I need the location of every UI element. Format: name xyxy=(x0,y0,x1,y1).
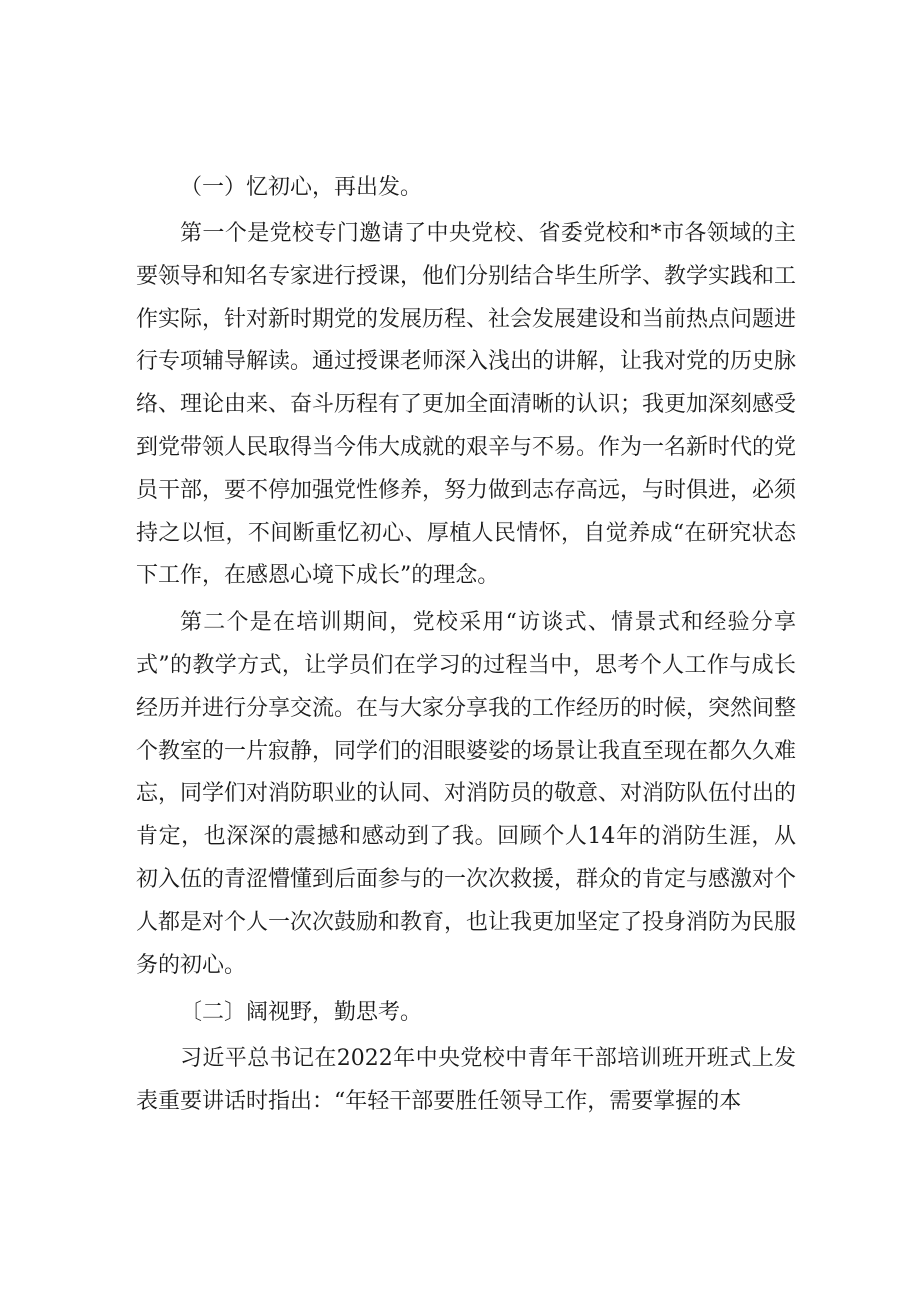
document-page xyxy=(136,166,796,1128)
paragraph-1: 第一个是党校专门邀请了中央党校、省委党校和*市各领域的主要领导和知名专家进行授课，他们分别结合毕生所学、教学实践和工作实际，针对新时期党的发展历程、社会发展建设和当前热点问题进行专项辅导解读。通过授课老师深入浅出的讲解，让我对党的历史脉络、理论由来、奋斗历程有了更加全面清晰的认识；我更加深刻感受到党带领人民取得当今伟大成就的艰辛与不易。作为一名新时代的党员干部，要不停加强党性修养，努力做到志存高远，与时俱进，必须持之以恒，不间断重忆初心、厚植人民情怀，自觉养成“在研究状态下工作，在感恩心境下成长”的理念。 xyxy=(136,221,797,589)
section-heading-1: （一）忆初心，再出发。 xyxy=(180,175,423,200)
paragraph-2: 第二个是在培训期间，党校采用“访谈式、情景式和经验分享式”的教学方式，让学员们在学习的过程当中，思考个人工作与成长经历并进行分享交流。在与大家分享我的工作经历的时候，突然间整个教室的一片寂静，同学们的泪眼婆娑的场景让我直至现在都久久难忘，同学们对消防职业的认同、对消防员的敬意、对消防队伍付出的肯定，也深深的震撼和感动到了我。回顾个人14年的消防生涯，从初入伍的青涩懵懂到后面参与的一次次救援，群众的肯定与感激对个人都是对个人一次次鼓励和教育，也让我更加坚定了投身消防为民服务的初心。 xyxy=(136,610,797,978)
section-heading-2: 〔二〕阔视野，勤思考。 xyxy=(180,1000,423,1026)
paragraph-3: 习近平总书记在2022年中央党校中青年干部培训班开班式上发表重要讲话时指出：“年轻干部要胜任领导工作，需要掌握的本 xyxy=(136,1046,796,1115)
